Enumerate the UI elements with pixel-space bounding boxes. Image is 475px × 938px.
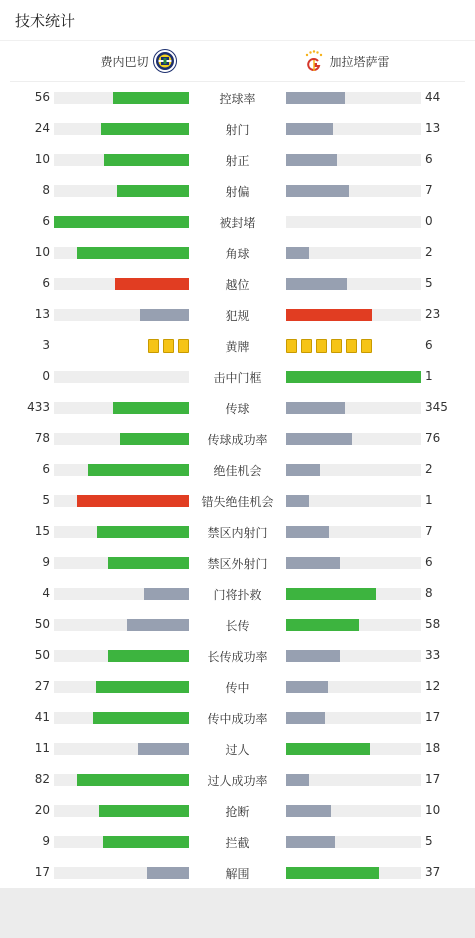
home-value: 15 [34, 524, 50, 538]
stat-row [0, 330, 475, 361]
home-bar-fill [104, 154, 189, 166]
stat-label: 过人 [225, 743, 250, 757]
home-value: 50 [34, 648, 50, 662]
home-bar-fill [147, 867, 189, 879]
home-bar-fill [117, 185, 189, 197]
home-value: 6 [42, 462, 50, 476]
home-bar-track [54, 588, 189, 600]
away-bar-fill [286, 681, 328, 693]
stat-label: 黄牌 [225, 340, 250, 354]
home-value: 3 [42, 338, 50, 352]
home-bar-track [54, 774, 189, 786]
away-bar-fill [286, 464, 320, 476]
stat-label: 击中门框 [213, 371, 262, 385]
away-value: 17 [425, 772, 441, 786]
home-bar-track [54, 743, 189, 755]
stat-row [0, 764, 475, 795]
home-bar-fill [103, 836, 189, 848]
yellow-card-icon [148, 339, 159, 353]
home-bar-track [54, 185, 189, 197]
home-bar-fill [93, 712, 189, 724]
home-bar-track [54, 805, 189, 817]
away-value: 17 [425, 710, 441, 724]
home-bar-track [54, 216, 189, 228]
away-value: 8 [425, 586, 433, 600]
away-bar-track [286, 92, 421, 104]
stat-label: 犯规 [225, 309, 250, 323]
home-value: 11 [34, 741, 50, 755]
away-bar-fill [286, 402, 345, 414]
home-bar-fill [140, 309, 189, 321]
home-bar-track [54, 92, 189, 104]
away-value: 345 [425, 400, 448, 414]
away-bar-track [286, 309, 421, 321]
home-bar-fill [77, 247, 189, 259]
home-bar-fill [97, 526, 189, 538]
stat-row [0, 237, 475, 268]
home-bar-fill [144, 588, 189, 600]
home-value: 9 [42, 555, 50, 569]
stat-label: 射门 [225, 123, 250, 137]
stat-label: 长传 [225, 619, 250, 633]
away-bar-fill [286, 123, 333, 135]
home-bar-track [54, 619, 189, 631]
away-bar-track [286, 216, 421, 228]
away-bar-track [286, 402, 421, 414]
away-value: 18 [425, 741, 441, 755]
away-bar-track [286, 154, 421, 166]
stat-label: 传中成功率 [207, 712, 268, 726]
home-bar-track [54, 867, 189, 879]
home-bar-fill [99, 805, 189, 817]
stat-row [0, 144, 475, 175]
fenerbahce-crest-icon [153, 49, 177, 73]
away-value: 1 [425, 369, 433, 383]
home-bar-track [54, 433, 189, 445]
away-value: 7 [425, 183, 433, 197]
home-value: 5 [42, 493, 50, 507]
home-bar-track [54, 464, 189, 476]
home-bar-track [54, 526, 189, 538]
away-value: 5 [425, 276, 433, 290]
home-value: 82 [34, 772, 50, 786]
away-value: 2 [425, 462, 433, 476]
home-bar-track [54, 681, 189, 693]
away-value: 5 [425, 834, 433, 848]
yellow-card-icon [301, 339, 312, 353]
stat-row [0, 268, 475, 299]
away-bar-track [286, 836, 421, 848]
yellow-card-icon [361, 339, 372, 353]
away-bar-fill [286, 154, 337, 166]
stat-row [0, 702, 475, 733]
home-bar-fill [96, 681, 189, 693]
away-bar-fill [286, 185, 349, 197]
home-value: 6 [42, 214, 50, 228]
stat-row [0, 299, 475, 330]
stat-label: 门将扑救 [213, 588, 262, 602]
away-bar-fill [286, 309, 372, 321]
home-bar-track [54, 650, 189, 662]
home-value: 8 [42, 183, 50, 197]
teams-header [10, 41, 465, 82]
away-yellow-cards [286, 339, 372, 353]
away-bar-fill [286, 867, 379, 879]
away-bar-track [286, 123, 421, 135]
away-value: 6 [425, 338, 433, 352]
home-bar-track [54, 402, 189, 414]
home-value: 17 [34, 865, 50, 879]
away-value: 2 [425, 245, 433, 259]
away-bar-track [286, 712, 421, 724]
home-value: 20 [34, 803, 50, 817]
home-value: 41 [34, 710, 50, 724]
home-value: 10 [34, 245, 50, 259]
home-bar-track [54, 154, 189, 166]
yellow-card-icon [163, 339, 174, 353]
stat-label: 越位 [225, 278, 250, 292]
away-value: 33 [425, 648, 441, 662]
stat-row [0, 609, 475, 640]
home-value: 24 [34, 121, 50, 135]
stat-label: 禁区内射门 [207, 526, 268, 540]
home-bar-fill [77, 495, 189, 507]
home-team [10, 49, 238, 73]
stat-label: 长传成功率 [207, 650, 268, 664]
home-team-name: 费内巴切 [100, 54, 149, 69]
stat-row [0, 795, 475, 826]
stat-row [0, 82, 475, 113]
home-bar-track [54, 247, 189, 259]
home-value: 10 [34, 152, 50, 166]
away-value: 6 [425, 555, 433, 569]
yellow-card-icon [316, 339, 327, 353]
away-bar-track [286, 526, 421, 538]
away-bar-track [286, 805, 421, 817]
stat-label: 拦截 [225, 836, 250, 850]
away-bar-fill [286, 247, 309, 259]
away-bar-fill [286, 836, 335, 848]
away-bar-track [286, 371, 421, 383]
away-bar-track [286, 247, 421, 259]
away-value: 44 [425, 90, 441, 104]
away-bar-track [286, 681, 421, 693]
home-bar-fill [120, 433, 189, 445]
yellow-card-icon [178, 339, 189, 353]
away-value: 13 [425, 121, 441, 135]
home-value: 433 [27, 400, 50, 414]
title-bar [0, 0, 475, 41]
away-value: 7 [425, 524, 433, 538]
home-bar-fill [115, 278, 189, 290]
home-bar-track [54, 712, 189, 724]
away-value: 23 [425, 307, 441, 321]
stat-row [0, 454, 475, 485]
stat-row [0, 361, 475, 392]
stat-row [0, 857, 475, 888]
away-bar-track [286, 619, 421, 631]
away-bar-fill [286, 712, 325, 724]
stat-label: 传球成功率 [207, 433, 268, 447]
away-value: 0 [425, 214, 433, 228]
stat-row [0, 392, 475, 423]
stat-label: 解围 [225, 867, 250, 881]
away-value: 37 [425, 865, 441, 879]
stat-label: 角球 [225, 247, 250, 261]
stat-row [0, 113, 475, 144]
stat-label: 禁区外射门 [207, 557, 268, 571]
home-value: 13 [34, 307, 50, 321]
home-value: 56 [34, 90, 50, 104]
away-bar-track [286, 185, 421, 197]
home-value: 9 [42, 834, 50, 848]
away-bar-fill [286, 805, 331, 817]
stat-row [0, 206, 475, 237]
home-bar-track [54, 371, 189, 383]
stat-row [0, 826, 475, 857]
yellow-card-icon [331, 339, 342, 353]
stat-row [0, 175, 475, 206]
stat-row [0, 423, 475, 454]
away-bar-fill [286, 650, 340, 662]
stat-label: 被封堵 [219, 216, 256, 230]
yellow-card-icon [346, 339, 357, 353]
away-bar-track [286, 650, 421, 662]
away-value: 10 [425, 803, 441, 817]
away-bar-track [286, 557, 421, 569]
home-bar-fill [127, 619, 189, 631]
away-bar-fill [286, 278, 347, 290]
home-bar-track [54, 309, 189, 321]
home-bar-fill [113, 92, 189, 104]
away-value: 12 [425, 679, 441, 693]
home-bar-track [54, 557, 189, 569]
home-value: 78 [34, 431, 50, 445]
home-bar-fill [113, 402, 189, 414]
home-bar-track [54, 278, 189, 290]
stat-label: 绝佳机会 [213, 464, 262, 478]
away-team [238, 49, 466, 73]
stats-list [0, 82, 475, 888]
away-bar-track [286, 464, 421, 476]
stat-label: 错失绝佳机会 [201, 495, 274, 509]
away-bar-fill [286, 774, 309, 786]
away-value: 6 [425, 152, 433, 166]
stat-row [0, 516, 475, 547]
away-bar-fill [286, 588, 376, 600]
home-bar-fill [101, 123, 189, 135]
home-bar-fill [88, 464, 189, 476]
stat-label: 抢断 [225, 805, 250, 819]
away-value: 58 [425, 617, 441, 631]
home-value: 50 [34, 617, 50, 631]
away-bar-track [286, 278, 421, 290]
stat-label: 射正 [225, 154, 250, 168]
stat-label: 控球率 [219, 92, 256, 106]
away-bar-fill [286, 433, 352, 445]
away-bar-fill [286, 92, 345, 104]
away-bar-fill [286, 557, 340, 569]
away-bar-fill [286, 743, 370, 755]
galatasaray-crest-icon [302, 49, 326, 73]
stat-label: 过人成功率 [207, 774, 268, 788]
away-bar-track [286, 774, 421, 786]
stat-row [0, 640, 475, 671]
away-bar-fill [286, 619, 359, 631]
away-bar-fill [286, 371, 421, 383]
home-bar-fill [54, 216, 189, 228]
stat-row [0, 547, 475, 578]
home-value: 27 [34, 679, 50, 693]
away-team-name: 加拉塔萨雷 [329, 54, 390, 69]
home-bar-fill [138, 743, 189, 755]
home-yellow-cards [148, 339, 189, 353]
stat-row [0, 733, 475, 764]
away-value: 1 [425, 493, 433, 507]
away-bar-track [286, 867, 421, 879]
away-bar-track [286, 495, 421, 507]
home-bar-fill [108, 650, 189, 662]
stat-row [0, 578, 475, 609]
home-bar-track [54, 836, 189, 848]
stat-label: 传球 [225, 402, 250, 416]
page-title: 技术统计 [15, 11, 76, 30]
home-bar-track [54, 495, 189, 507]
home-value: 0 [42, 369, 50, 383]
home-bar-fill [77, 774, 189, 786]
away-value: 76 [425, 431, 441, 445]
home-value: 4 [42, 586, 50, 600]
away-bar-track [286, 433, 421, 445]
yellow-card-icon [286, 339, 297, 353]
home-value: 6 [42, 276, 50, 290]
away-bar-track [286, 588, 421, 600]
stat-row [0, 485, 475, 516]
stat-row [0, 671, 475, 702]
stat-label: 射偏 [225, 185, 250, 199]
home-bar-track [54, 123, 189, 135]
away-bar-fill [286, 495, 309, 507]
stat-label: 传中 [225, 681, 250, 695]
away-bar-fill [286, 526, 329, 538]
home-bar-fill [108, 557, 189, 569]
away-bar-track [286, 743, 421, 755]
